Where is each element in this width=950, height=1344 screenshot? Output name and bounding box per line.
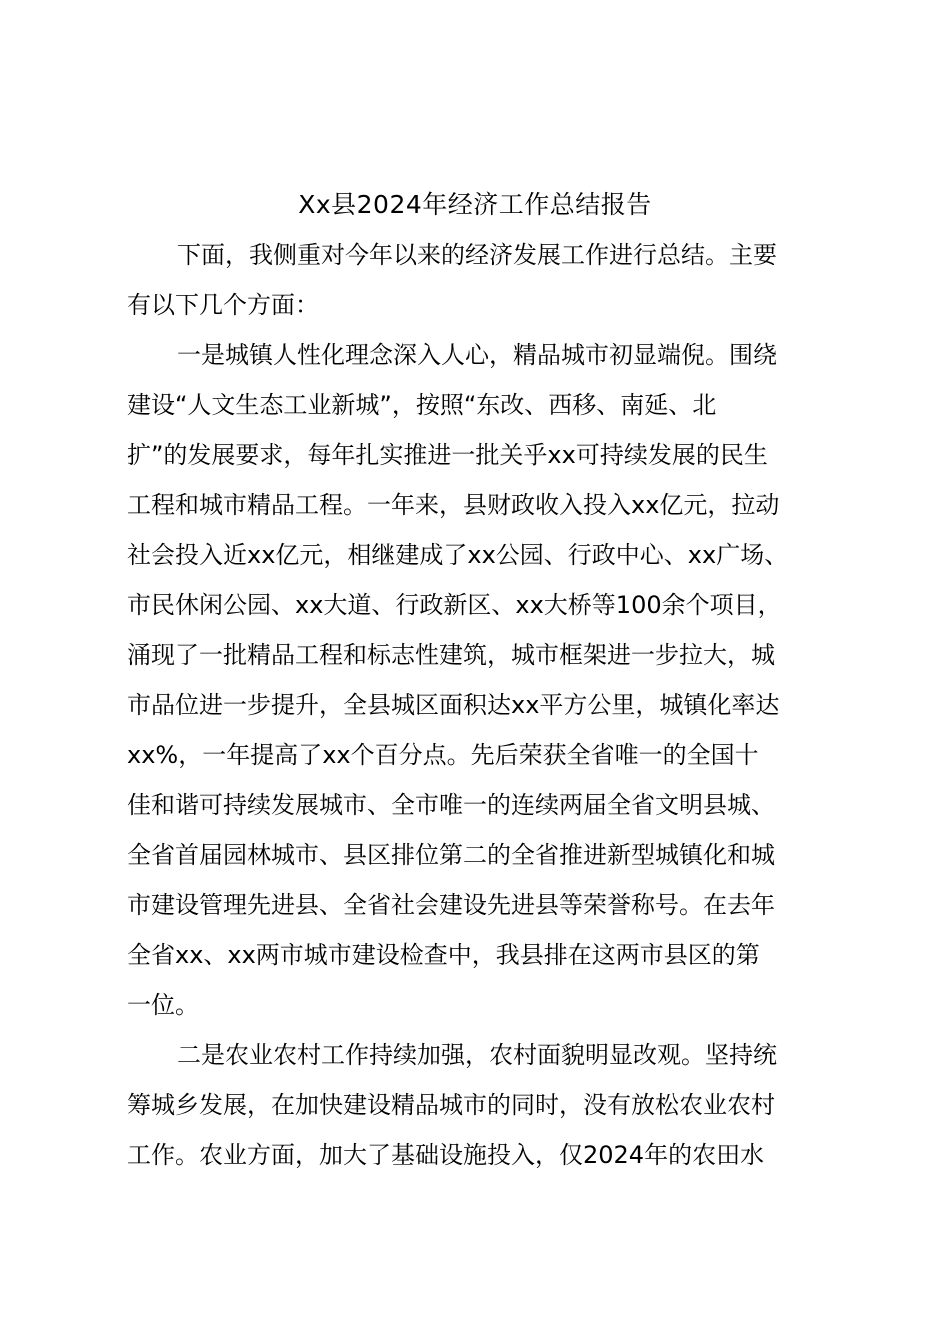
text-line: xx%，一年提高了xx个百分点。先后荣获全省唯一的全国十 (127, 741, 759, 769)
text-line: 有以下几个方面： (127, 291, 319, 319)
text-line: 涌现了一批精品工程和标志性建筑，城市框架进一步拉大，城 (127, 641, 775, 669)
text-line: 工程和城市精品工程。一年来，县财政收入投入xx亿元，拉动 (127, 491, 780, 519)
document-title: Xx县2024年经济工作总结报告 (298, 190, 652, 219)
text-line: 一位。 (127, 991, 199, 1019)
text-line: 筹城乡发展，在加快建设精品城市的同时，没有放松农业农村 (127, 1091, 775, 1119)
text-line: 市品位进一步提升，全县城区面积达xx平方公里，城镇化率达 (127, 691, 780, 719)
text-line: 市建设管理先进县、全省社会建设先进县等荣誉称号。在去年 (127, 891, 775, 919)
document-body (127, 230, 847, 1180)
text-line: 全省xx、xx两市城市建设检查中，我县排在这两市县区的第 (127, 941, 760, 969)
text-line: 社会投入近xx亿元，相继建成了xx公园、行政中心、xx广场、 (127, 541, 789, 569)
text-line: 工作。农业方面，加大了基础设施投入，仅2024年的农田水 (127, 1141, 765, 1169)
text-line: 二是农业农村工作持续加强，农村面貌明显改观。坚持统 (177, 1041, 777, 1069)
text-line: 一是城镇人性化理念深入人心，精品城市初显端倪。围绕 (177, 341, 777, 369)
text-line: 全省首届园林城市、县区排位第二的全省推进新型城镇化和城 (127, 841, 775, 869)
text-line: 扩”的发展要求，每年扎实推进一批关乎xx可持续发展的民生 (127, 441, 768, 469)
text-line: 市民休闲公园、xx大道、行政新区、xx大桥等100余个项目， (127, 591, 782, 619)
text-line: 下面，我侧重对今年以来的经济发展工作进行总结。主要 (177, 241, 777, 269)
text-line: 佳和谐可持续发展城市、全市唯一的连续两届全省文明县城、 (127, 791, 775, 819)
text-line: 建设“人文生态工业新城”，按照“东改、西移、南延、北 (127, 391, 717, 419)
